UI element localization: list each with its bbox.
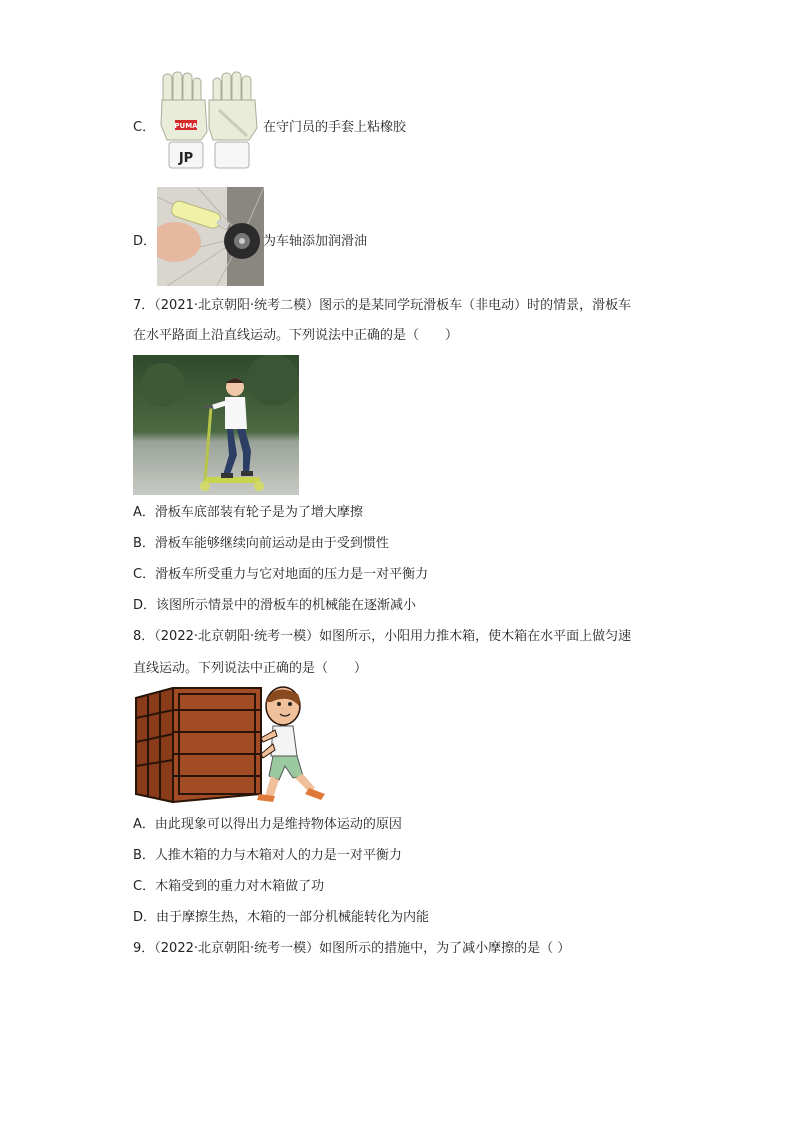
q7-stem-line1: 7．（2021·北京朝阳·统考二模）图示的是某同学玩滑板车（非电动）时的情景，滑板车 <box>133 298 632 313</box>
option-c-text: 在守门员的手套上粘橡胶 <box>263 120 407 135</box>
option-d-letter: D． <box>133 234 157 249</box>
scooter-child-image <box>133 355 299 495</box>
q8-option-b: B．人推木箱的力与木箱对人的力是一对平衡力 <box>133 848 402 863</box>
q8-option-d: D．由于摩擦生热，木箱的一部分机械能转化为内能 <box>133 910 430 925</box>
q8-option-a: A．由此现象可以得出力是维持物体运动的原因 <box>133 817 402 832</box>
q7-option-b: B．滑板车能够继续向前运动是由于受到惯性 <box>133 536 389 551</box>
q8-option-c: C．木箱受到的重力对木箱做了功 <box>133 879 325 894</box>
q7-stem-line2: 在水平路面上沿直线运动。下列说法中正确的是（ ） <box>133 328 459 343</box>
q7-option-d: D．该图所示情景中的滑板车的机械能在逐渐减小 <box>133 598 417 613</box>
q8-stem-line1: 8．（2022·北京朝阳·统考一模）如图所示，小阳用力推木箱，使木箱在水平面上做匀速 <box>133 629 632 644</box>
glove-initials-text: JP <box>178 151 194 166</box>
q7-option-c: C．滑板车所受重力与它对地面的压力是一对平衡力 <box>133 567 429 582</box>
glove-brand-text: PUMA <box>174 122 198 130</box>
lubricating-axle-image <box>157 187 264 286</box>
pushing-crate-image <box>133 684 333 806</box>
option-d-text: 为车轴添加润滑油 <box>263 234 368 249</box>
q8-stem-line2: 直线运动。下列说法中正确的是（ ） <box>133 661 368 676</box>
goalkeeper-gloves-image <box>157 70 261 174</box>
q7-option-a: A．滑板车底部装有轮子是为了增大摩擦 <box>133 505 363 520</box>
option-c-letter: C． <box>133 120 156 135</box>
q9-stem-line1: 9．（2022·北京朝阳·统考一模）如图所示的措施中，为了减小摩擦的是（ ） <box>133 941 571 956</box>
